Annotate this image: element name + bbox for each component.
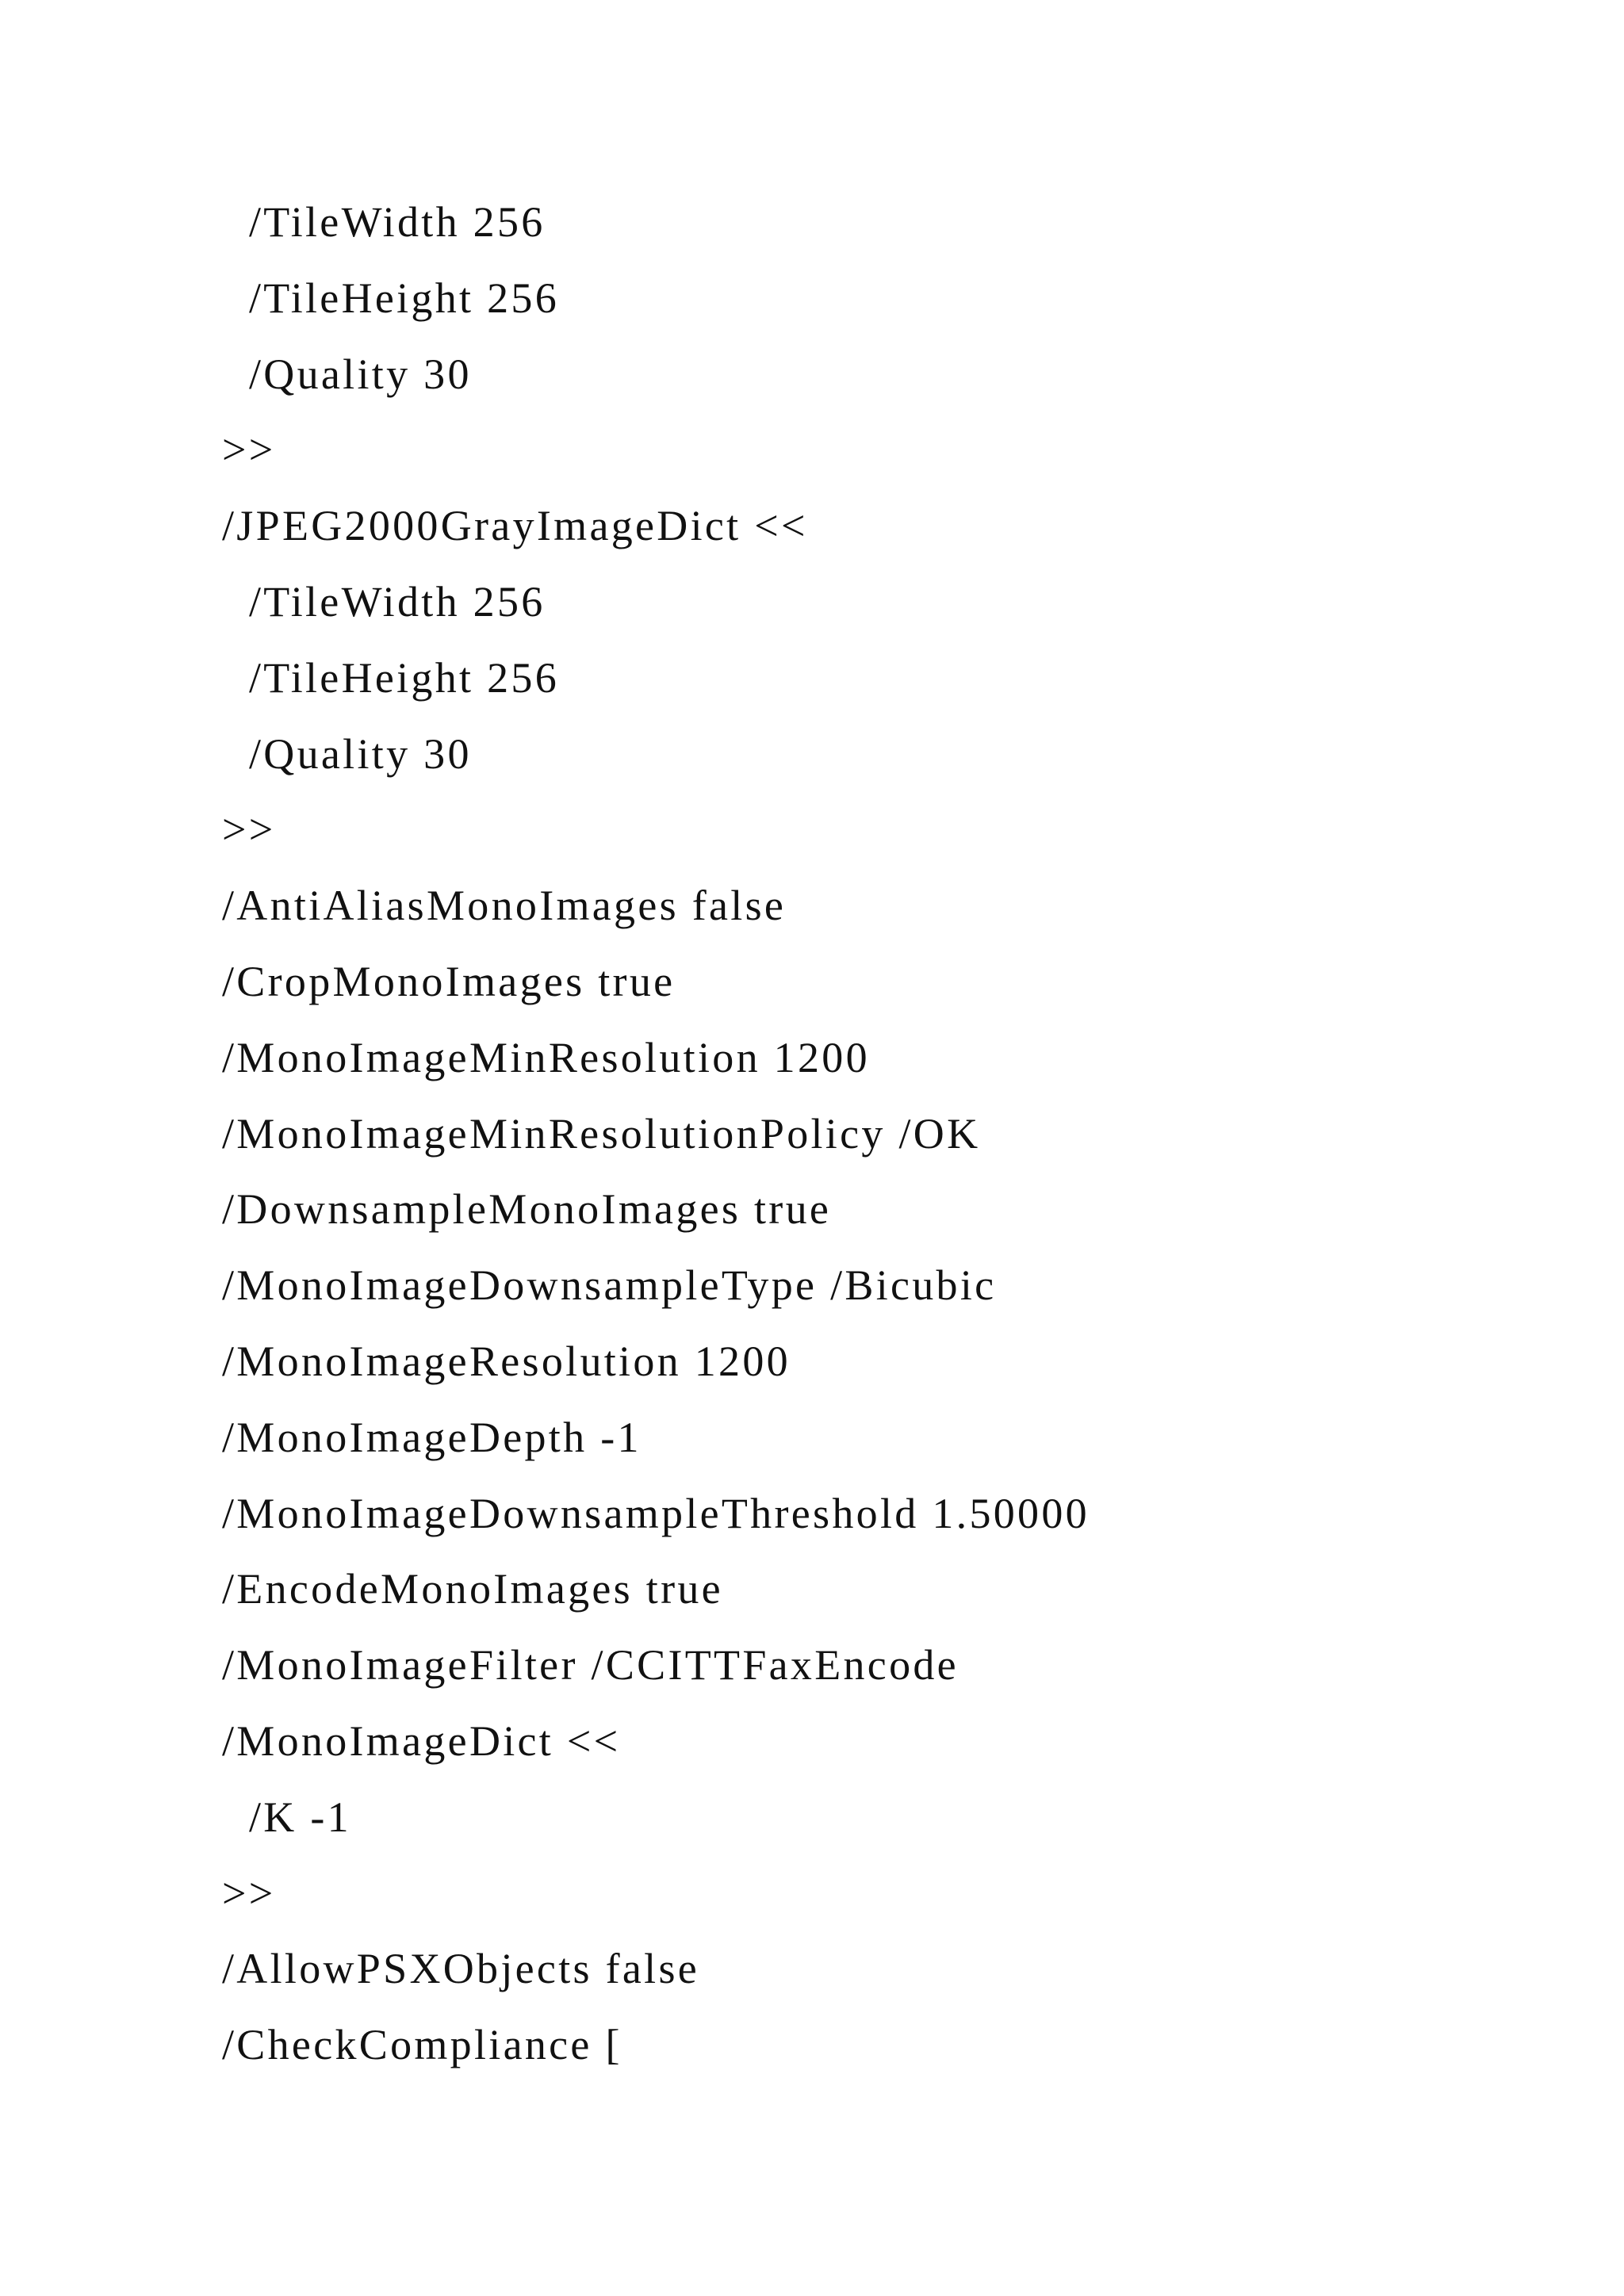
code-line: /JPEG2000GrayImageDict <<: [222, 502, 808, 550]
code-line: /DownsampleMonoImages true: [222, 1185, 832, 1234]
code-line: /K -1: [249, 1793, 351, 1841]
code-line: /TileHeight 256: [249, 653, 560, 702]
code-line: >>: [222, 426, 276, 474]
code-line: /TileWidth 256: [249, 577, 546, 626]
code-line: /MonoImageMinResolutionPolicy /OK: [222, 1109, 981, 1158]
code-line: /MonoImageDepth -1: [222, 1413, 642, 1461]
code-line: /EncodeMonoImages true: [222, 1565, 723, 1613]
code-line: /CheckCompliance [: [222, 2021, 622, 2069]
code-line: /CropMonoImages true: [222, 957, 676, 1005]
code-line: /Quality 30: [249, 729, 472, 778]
code-line: /MonoImageFilter /CCITTFaxEncode: [222, 1641, 959, 1689]
code-line: /MonoImageDownsampleType /Bicubic: [222, 1261, 997, 1310]
code-line: /Quality 30: [249, 350, 472, 398]
code-line: >>: [222, 806, 276, 854]
code-line: /TileWidth 256: [249, 198, 546, 246]
code-line: /AntiAliasMonoImages false: [222, 882, 787, 930]
code-line: /MonoImageMinResolution 1200: [222, 1033, 870, 1081]
code-listing: [222, 197, 1090, 2095]
code-line: >>: [222, 1869, 276, 1917]
code-line: /MonoImageResolution 1200: [222, 1337, 791, 1385]
code-line: /TileHeight 256: [249, 274, 560, 322]
code-line: /AllowPSXObjects false: [222, 1945, 700, 1993]
code-line: /MonoImageDownsampleThreshold 1.50000: [222, 1489, 1090, 1537]
code-line: /MonoImageDict <<: [222, 1716, 621, 1765]
